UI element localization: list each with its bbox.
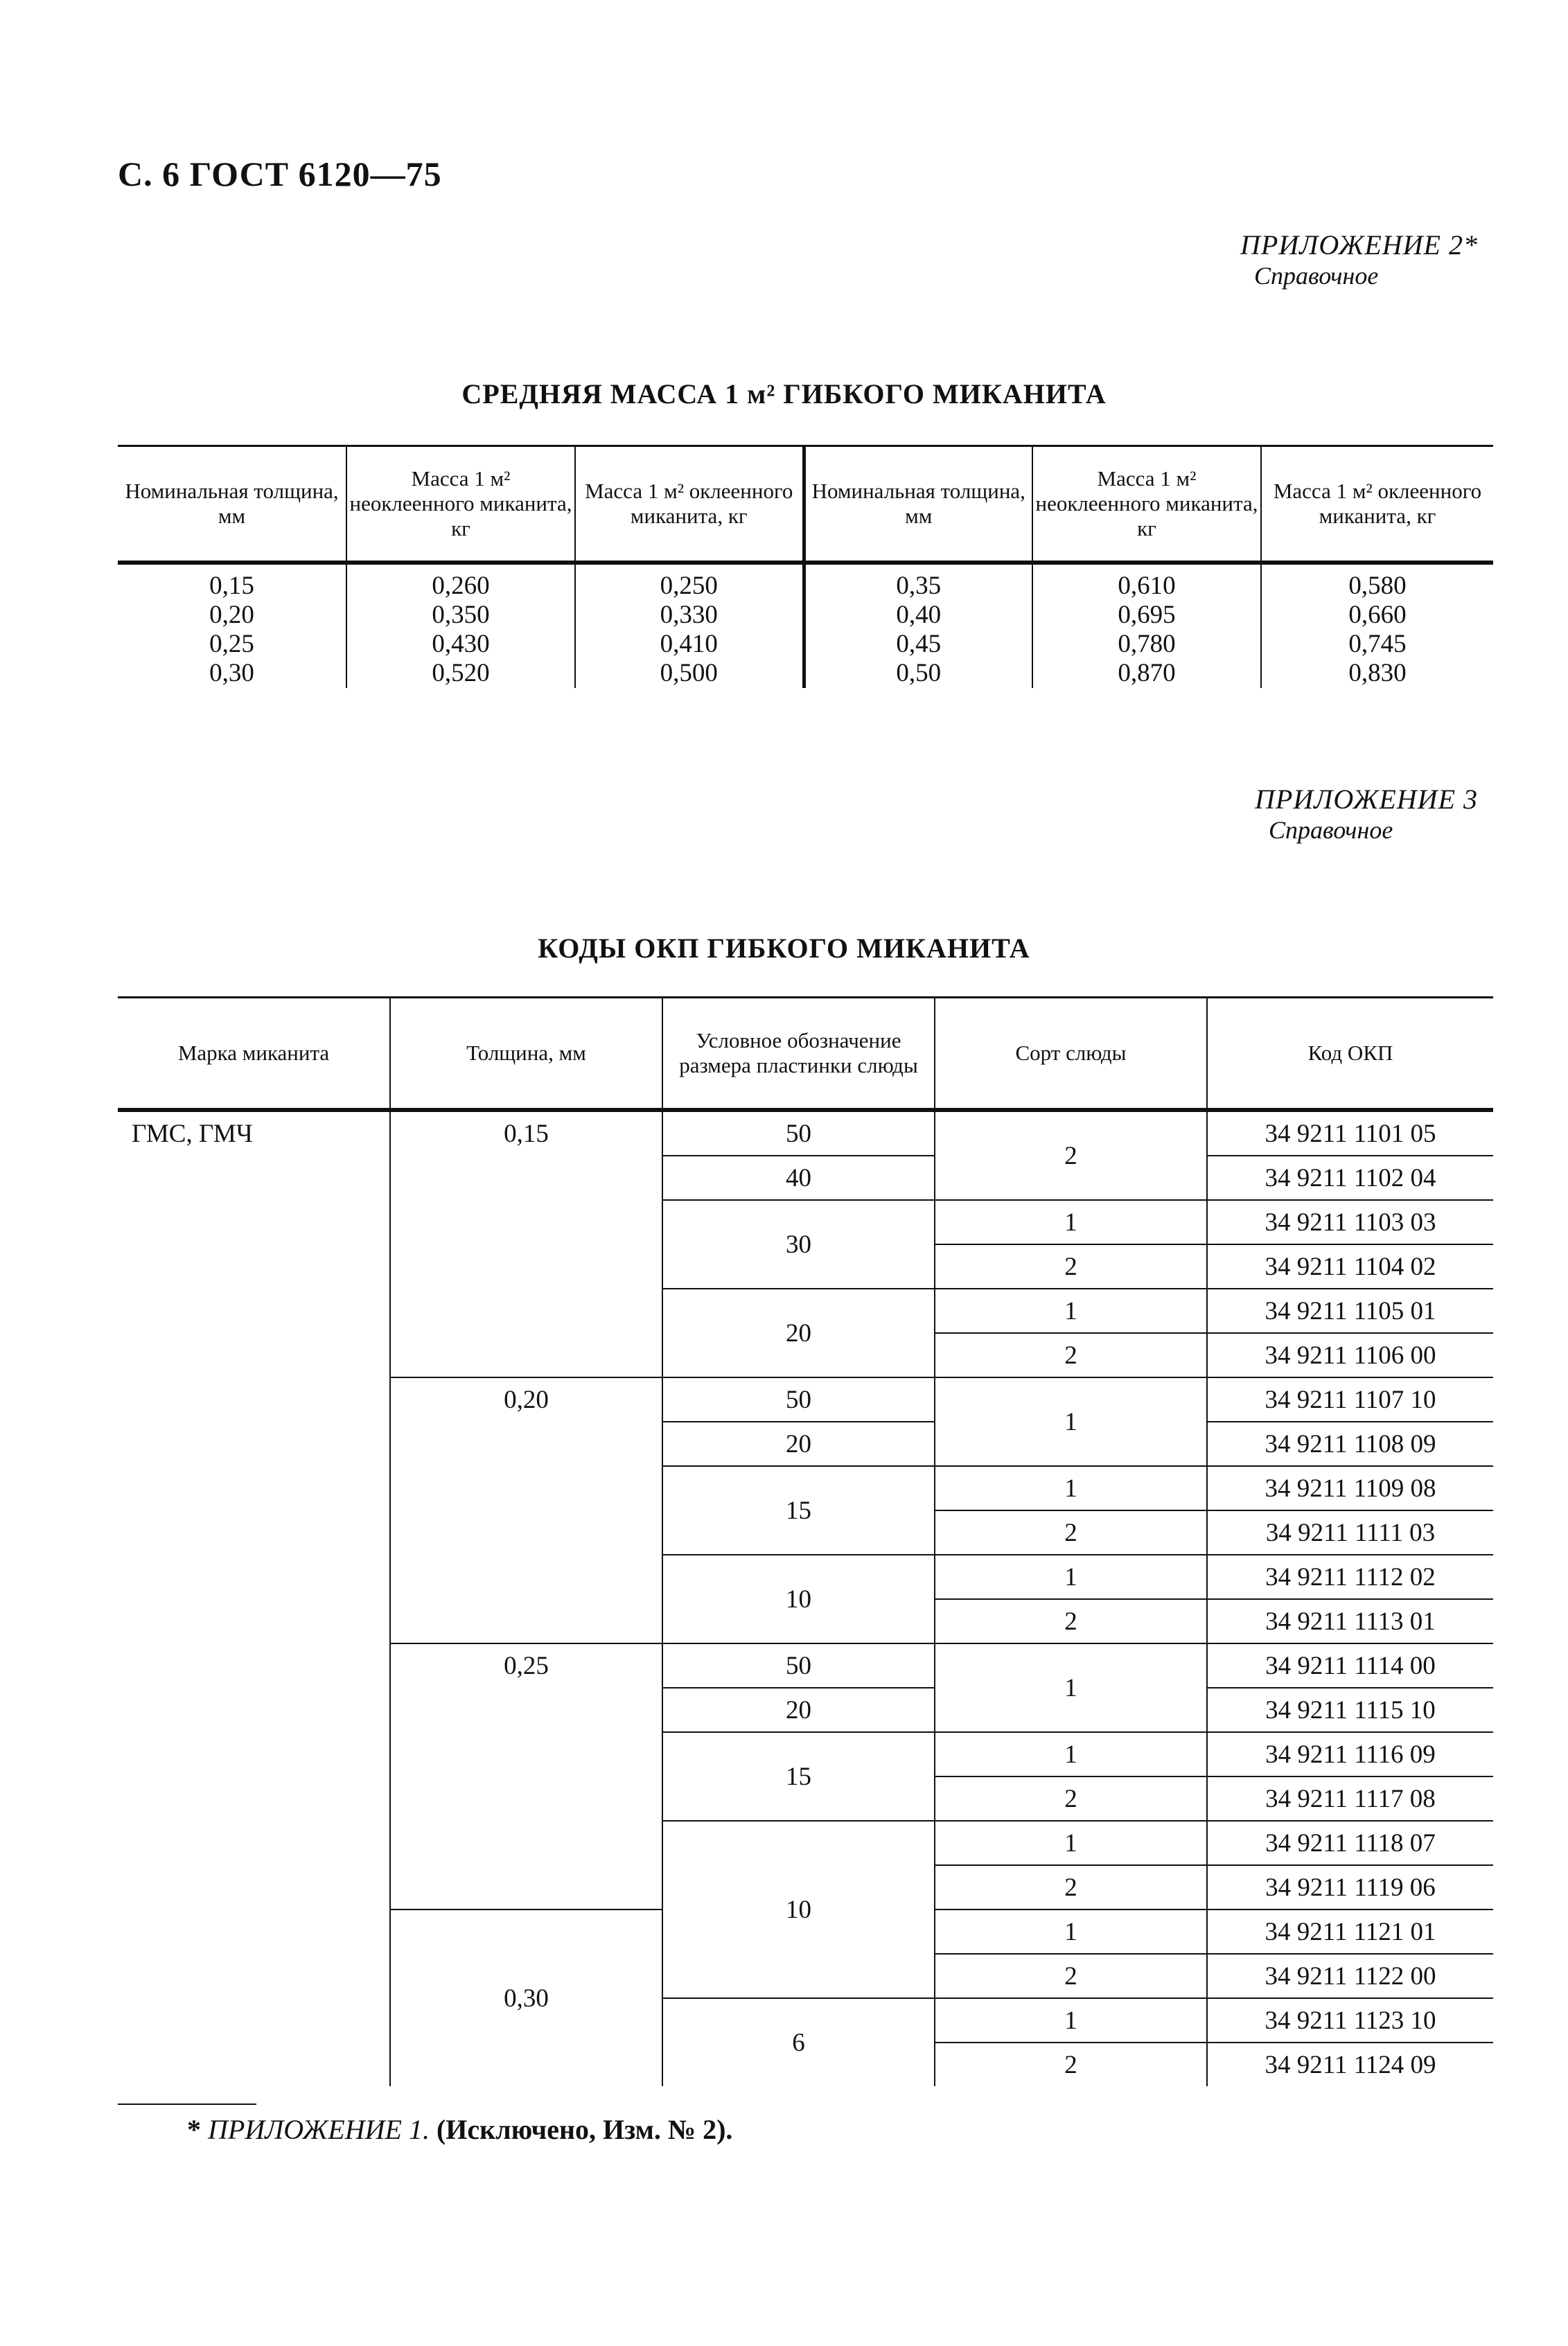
mass-table-header: Масса 1 м² неоклеенного миканита, кг bbox=[1032, 446, 1261, 563]
mass-table-cell bbox=[118, 563, 346, 688]
grade-cell: 2 bbox=[935, 1954, 1207, 1998]
code-cell: 34 9211 1103 03 bbox=[1207, 1200, 1493, 1244]
value: 0,15 bbox=[209, 572, 254, 600]
okp-header-row bbox=[118, 998, 1493, 1111]
footnote-divider bbox=[118, 2104, 256, 2105]
code-cell: 34 9211 1119 06 bbox=[1207, 1865, 1493, 1910]
thickness-cell: 0,30 bbox=[390, 1910, 662, 2086]
value: 0,30 bbox=[209, 659, 254, 687]
value: 0,500 bbox=[660, 659, 718, 687]
table-row bbox=[118, 1110, 1493, 1156]
value: 0,40 bbox=[896, 601, 942, 629]
thickness-cell: 0,20 bbox=[390, 1377, 662, 1643]
code-cell: 34 9211 1108 09 bbox=[1207, 1422, 1493, 1466]
grade-cell: 2 bbox=[935, 1865, 1207, 1910]
grade-cell: 2 bbox=[935, 1510, 1207, 1555]
grade-cell: 1 bbox=[935, 1200, 1207, 1244]
mass-table-cell bbox=[1032, 563, 1261, 688]
size-cell: 50 bbox=[662, 1110, 935, 1156]
value: 0,830 bbox=[1348, 659, 1407, 687]
size-cell: 6 bbox=[662, 1998, 935, 2086]
value: 0,45 bbox=[896, 630, 942, 658]
code-cell: 34 9211 1105 01 bbox=[1207, 1289, 1493, 1333]
value: 0,25 bbox=[209, 630, 254, 658]
okp-header: Сорт слюды bbox=[935, 998, 1207, 1111]
grade-cell: 1 bbox=[935, 1289, 1207, 1333]
grade-cell: 2 bbox=[935, 1244, 1207, 1289]
footnote-ref: ПРИЛОЖЕНИЕ 1. bbox=[208, 2114, 430, 2145]
grade-cell: 2 bbox=[935, 1110, 1207, 1200]
code-cell: 34 9211 1117 08 bbox=[1207, 1776, 1493, 1821]
mass-table-header: Номинальная толщина, мм bbox=[804, 446, 1032, 563]
value: 0,610 bbox=[1118, 572, 1176, 600]
value: 0,870 bbox=[1118, 659, 1176, 687]
page-header: С. 6 ГОСТ 6120—75 bbox=[118, 155, 442, 193]
footnote-text: (Исключено, Изм. № 2). bbox=[429, 2114, 733, 2145]
mass-table-header: Масса 1 м² оклеенного миканита, кг bbox=[575, 446, 804, 563]
mark-cell: ГМС, ГМЧ bbox=[118, 1110, 390, 2086]
value: 0,430 bbox=[432, 630, 490, 658]
value: 0,350 bbox=[432, 601, 490, 629]
mass-table-cell bbox=[346, 563, 575, 688]
code-cell: 34 9211 1121 01 bbox=[1207, 1910, 1493, 1954]
size-cell: 30 bbox=[662, 1200, 935, 1289]
size-cell: 50 bbox=[662, 1643, 935, 1688]
okp-header: Условное обозначение размера пластинки слюды bbox=[662, 998, 935, 1111]
table-1-title: СРЕДНЯЯ МАССА 1 м² ГИБКОГО МИКАНИТА bbox=[461, 378, 1107, 409]
mass-table-header-row bbox=[118, 446, 1493, 563]
footnote bbox=[187, 2113, 732, 2146]
code-cell: 34 9211 1101 05 bbox=[1207, 1110, 1493, 1156]
appendix-2-label bbox=[1240, 229, 1478, 290]
grade-cell: 1 bbox=[935, 1377, 1207, 1466]
value: 0,35 bbox=[896, 572, 942, 600]
okp-header: Марка миканита bbox=[118, 998, 390, 1111]
size-cell: 40 bbox=[662, 1156, 935, 1200]
grade-cell: 1 bbox=[935, 1821, 1207, 1865]
value: 0,410 bbox=[660, 630, 718, 658]
mass-table-header: Масса 1 м² оклеенного миканита, кг bbox=[1261, 446, 1493, 563]
mass-table bbox=[118, 445, 1493, 688]
value: 0,580 bbox=[1348, 572, 1407, 600]
okp-header: Толщина, мм bbox=[390, 998, 662, 1111]
grade-cell: 2 bbox=[935, 2043, 1207, 2086]
size-cell: 10 bbox=[662, 1555, 935, 1643]
code-cell: 34 9211 1109 08 bbox=[1207, 1466, 1493, 1510]
value: 0,660 bbox=[1348, 601, 1407, 629]
value: 0,520 bbox=[432, 659, 490, 687]
value: 0,260 bbox=[432, 572, 490, 600]
thickness-cell: 0,15 bbox=[390, 1110, 662, 1377]
code-cell: 34 9211 1111 03 bbox=[1207, 1510, 1493, 1555]
code-cell: 34 9211 1114 00 bbox=[1207, 1643, 1493, 1688]
code-cell: 34 9211 1123 10 bbox=[1207, 1998, 1493, 2043]
code-cell: 34 9211 1107 10 bbox=[1207, 1377, 1493, 1422]
code-cell: 34 9211 1112 02 bbox=[1207, 1555, 1493, 1599]
code-cell: 34 9211 1115 10 bbox=[1207, 1688, 1493, 1732]
mass-table-cell bbox=[1261, 563, 1493, 688]
mass-table-header: Масса 1 м² неоклеенного миканита, кг bbox=[346, 446, 575, 563]
grade-cell: 1 bbox=[935, 1910, 1207, 1954]
mass-table-header: Номинальная толщина, мм bbox=[118, 446, 346, 563]
code-cell: 34 9211 1124 09 bbox=[1265, 2050, 1436, 2079]
appendix-3-type: Справочное bbox=[1269, 816, 1393, 844]
size-cell: 50 bbox=[662, 1377, 935, 1422]
grade-cell: 1 bbox=[935, 1732, 1207, 1776]
size-cell: 20 bbox=[662, 1688, 935, 1732]
value: 0,780 bbox=[1118, 630, 1176, 658]
mass-table-cell bbox=[575, 563, 804, 688]
code-cell: 34 9211 1113 01 bbox=[1207, 1599, 1493, 1643]
mass-table-cell bbox=[804, 563, 1032, 688]
size-cell: 10 bbox=[662, 1821, 935, 1998]
value: 0,695 bbox=[1118, 601, 1176, 629]
code-cell: 34 9211 1102 04 bbox=[1207, 1156, 1493, 1200]
size-cell: 20 bbox=[662, 1422, 935, 1466]
mass-table-body-row bbox=[118, 563, 1493, 688]
value: 0,745 bbox=[1348, 630, 1407, 658]
table-2-title: КОДЫ ОКП ГИБКОГО МИКАНИТА bbox=[538, 933, 1030, 964]
value: 0,250 bbox=[660, 572, 718, 600]
code-cell: 34 9211 1106 00 bbox=[1207, 1333, 1493, 1377]
code-cell: 34 9211 1122 00 bbox=[1207, 1954, 1493, 1998]
value: 0,20 bbox=[209, 601, 254, 629]
okp-codes-table bbox=[118, 996, 1493, 2086]
size-cell: 15 bbox=[662, 1466, 935, 1555]
grade-cell: 1 bbox=[935, 1555, 1207, 1599]
footnote-marker: * bbox=[187, 2114, 208, 2145]
appendix-2-title: ПРИЛОЖЕНИЕ 2* bbox=[1240, 229, 1478, 261]
code-cell: 34 9211 1118 07 bbox=[1207, 1821, 1493, 1865]
code-cell: 34 9211 1116 09 bbox=[1207, 1732, 1493, 1776]
grade-cell: 1 bbox=[935, 1643, 1207, 1732]
value: 0,330 bbox=[660, 601, 718, 629]
size-cell: 20 bbox=[662, 1289, 935, 1377]
appendix-3-label bbox=[1255, 783, 1478, 845]
grade-cell: 2 bbox=[935, 1599, 1207, 1643]
grade-cell: 1 bbox=[935, 1998, 1207, 2043]
code-cell: 34 9211 1104 02 bbox=[1207, 1244, 1493, 1289]
grade-cell: 1 bbox=[935, 1466, 1207, 1510]
thickness-cell: 0,25 bbox=[390, 1643, 662, 1910]
appendix-3-title: ПРИЛОЖЕНИЕ 3 bbox=[1255, 784, 1478, 815]
size-cell: 15 bbox=[662, 1732, 935, 1821]
grade-cell: 2 bbox=[935, 1776, 1207, 1821]
appendix-2-type: Справочное bbox=[1254, 262, 1379, 290]
okp-header: Код ОКП bbox=[1207, 998, 1493, 1111]
value: 0,50 bbox=[896, 659, 942, 687]
grade-cell: 2 bbox=[935, 1333, 1207, 1377]
